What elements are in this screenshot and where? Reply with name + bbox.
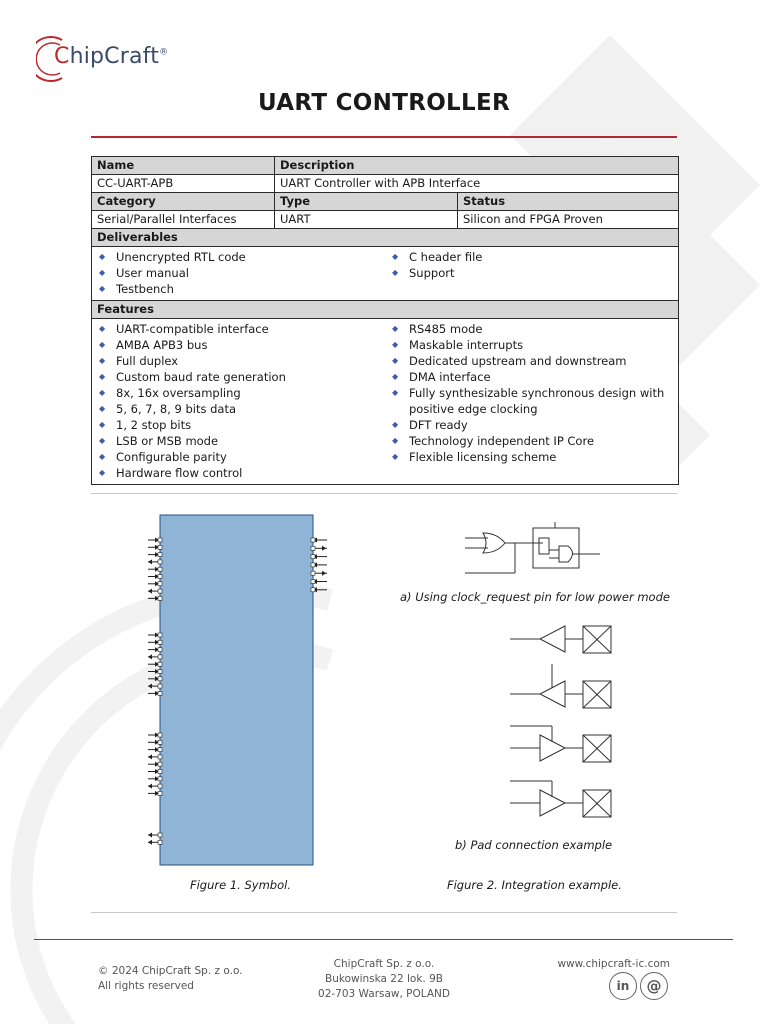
list-item: ◆ 5, 6, 7, 8, 9 bits data <box>97 401 390 417</box>
type-value: UART <box>275 211 458 229</box>
spec-table <box>91 156 679 485</box>
list-item: ◆ C header file <box>390 249 673 265</box>
caption-a: a) Using clock_request pin for low power mode <box>400 590 670 604</box>
pin-box <box>158 670 162 674</box>
footer-copyright <box>98 964 243 994</box>
list-item: ◆ Unencrypted RTL code <box>97 249 390 265</box>
pin-box <box>311 563 315 567</box>
city-address: 02-703 Warsaw, POLAND <box>318 988 450 1000</box>
name-value: CC-UART-APB <box>92 175 275 193</box>
list-item: ◆ LSB or MSB mode <box>97 433 390 449</box>
section-divider <box>91 493 677 494</box>
features-cell <box>92 319 679 485</box>
list-item: ◆ User manual <box>97 265 390 281</box>
pin-arrow <box>148 654 152 659</box>
page-title: UART CONTROLLER <box>257 90 510 116</box>
and-gate-icon <box>559 546 573 562</box>
deliverables-list-left <box>97 248 390 299</box>
description-header: Description <box>275 157 679 175</box>
figures-divider <box>91 912 677 913</box>
list-item: ◆ Maskable interrupts <box>390 337 673 353</box>
pin-box <box>158 538 162 542</box>
street-address: Bukowinska 22 lok. 9B <box>325 973 443 985</box>
pin-box <box>158 762 162 766</box>
or-gate-icon <box>483 533 505 553</box>
pin-arrow <box>148 833 152 838</box>
pin-arrow <box>322 546 326 551</box>
deliverables-cell <box>92 247 679 301</box>
integration-diagram <box>455 518 625 828</box>
pin-box <box>158 582 162 586</box>
pin-box <box>158 655 162 659</box>
pin-box <box>158 791 162 795</box>
figure2-caption: Figure 2. Integration example. <box>447 878 622 892</box>
pad-input-2 <box>510 664 611 708</box>
list-item: ◆ Fully synthesizable synchronous design with positive edge clocking <box>390 385 673 417</box>
list-item: ◆ RS485 mode <box>390 321 673 337</box>
table-row <box>92 211 679 229</box>
list-item: ◆ 1, 2 stop bits <box>97 417 390 433</box>
pin-box <box>158 633 162 637</box>
pin-arrow <box>148 754 152 759</box>
table-row <box>92 193 679 211</box>
list-item: ◆ UART-compatible interface <box>97 321 390 337</box>
pin-box <box>158 575 162 579</box>
list-item: ◆ 8x, 16x oversampling <box>97 385 390 401</box>
pin-box <box>158 677 162 681</box>
name-header: Name <box>92 157 275 175</box>
category-header: Category <box>92 193 275 211</box>
symbol-block <box>160 515 313 865</box>
type-header: Type <box>275 193 458 211</box>
list-item: ◆ Full duplex <box>97 353 390 369</box>
linkedin-icon[interactable]: in <box>609 972 637 1000</box>
list-item: ◆ Technology independent IP Core <box>390 433 673 449</box>
pin-box <box>158 662 162 666</box>
table-row <box>92 319 679 485</box>
logo-wordmark: ChipCraft® <box>54 44 169 69</box>
table-row <box>92 247 679 301</box>
table-row <box>92 229 679 247</box>
pin-box <box>158 733 162 737</box>
list-item: ◆ DMA interface <box>390 369 673 385</box>
list-item: ◆ Configurable parity <box>97 449 390 465</box>
pin-box <box>311 571 315 575</box>
list-item: ◆ Dedicated upstream and downstream <box>390 353 673 369</box>
figure1-caption: Figure 1. Symbol. <box>190 878 291 892</box>
table-row <box>92 157 679 175</box>
company-logo <box>36 34 206 86</box>
pin-box <box>158 784 162 788</box>
pin-box <box>158 691 162 695</box>
pin-box <box>158 833 162 837</box>
flip-flop-icon <box>533 528 579 568</box>
category-value: Serial/Parallel Interfaces <box>92 211 275 229</box>
pin-box <box>158 740 162 744</box>
list-item: ◆ DFT ready <box>390 417 673 433</box>
pin-box <box>158 684 162 688</box>
description-value: UART Controller with APB Interface <box>275 175 679 193</box>
pin-box <box>158 840 162 844</box>
pin-box <box>311 588 315 592</box>
features-list-left <box>97 320 390 483</box>
list-item: ◆ Testbench <box>97 281 390 297</box>
symbol-diagram <box>145 510 335 870</box>
pin-box <box>311 555 315 559</box>
title-divider <box>91 136 677 138</box>
rights-text: All rights reserved <box>98 980 194 992</box>
list-item: ◆ Support <box>390 265 673 281</box>
company-name: ChipCraft Sp. z o.o. <box>333 958 435 970</box>
pin-box <box>311 580 315 584</box>
pin-arrow <box>148 559 152 564</box>
pad-output-1 <box>510 726 611 762</box>
pad-input-1 <box>510 626 611 653</box>
footer-website[interactable]: www.chipcraft-ic.com <box>557 958 670 970</box>
status-value: Silicon and FPGA Proven <box>458 211 679 229</box>
pin-arrow <box>322 571 326 576</box>
low-power-circuit <box>465 522 600 573</box>
pin-box <box>158 640 162 644</box>
list-item: ◆ Custom baud rate generation <box>97 369 390 385</box>
pin-box <box>158 748 162 752</box>
buffer-icon <box>540 626 565 652</box>
footer-divider <box>34 939 733 940</box>
pin-box <box>158 770 162 774</box>
pin-box <box>311 538 315 542</box>
footer-address <box>284 957 484 1002</box>
deliverables-list-right <box>390 248 673 299</box>
pin-arrow <box>148 589 152 594</box>
pin-box <box>158 553 162 557</box>
table-row <box>92 301 679 319</box>
caption-b: b) Pad connection example <box>455 838 613 852</box>
pad-output-2 <box>510 781 611 817</box>
pin-box <box>158 545 162 549</box>
list-item: ◆ AMBA APB3 bus <box>97 337 390 353</box>
pin-box <box>158 596 162 600</box>
status-header: Status <box>458 193 679 211</box>
pin-box <box>158 777 162 781</box>
pin-box <box>158 648 162 652</box>
pin-arrow <box>148 684 152 689</box>
list-item: ◆ Hardware flow control <box>97 465 390 481</box>
features-list-right <box>390 320 673 483</box>
table-row <box>92 175 679 193</box>
pin-box <box>158 755 162 759</box>
list-item: ◆ Flexible licensing scheme <box>390 449 673 465</box>
pin-box <box>158 560 162 564</box>
email-icon[interactable]: @ <box>640 972 668 1000</box>
deliverables-header: Deliverables <box>92 229 679 247</box>
copyright-text: © 2024 ChipCraft Sp. z o.o. <box>98 965 243 977</box>
pin-box <box>158 589 162 593</box>
pin-arrow <box>148 840 152 845</box>
pin-arrow <box>148 784 152 789</box>
pin-box <box>311 546 315 550</box>
features-header: Features <box>92 301 679 319</box>
pin-box <box>158 567 162 571</box>
